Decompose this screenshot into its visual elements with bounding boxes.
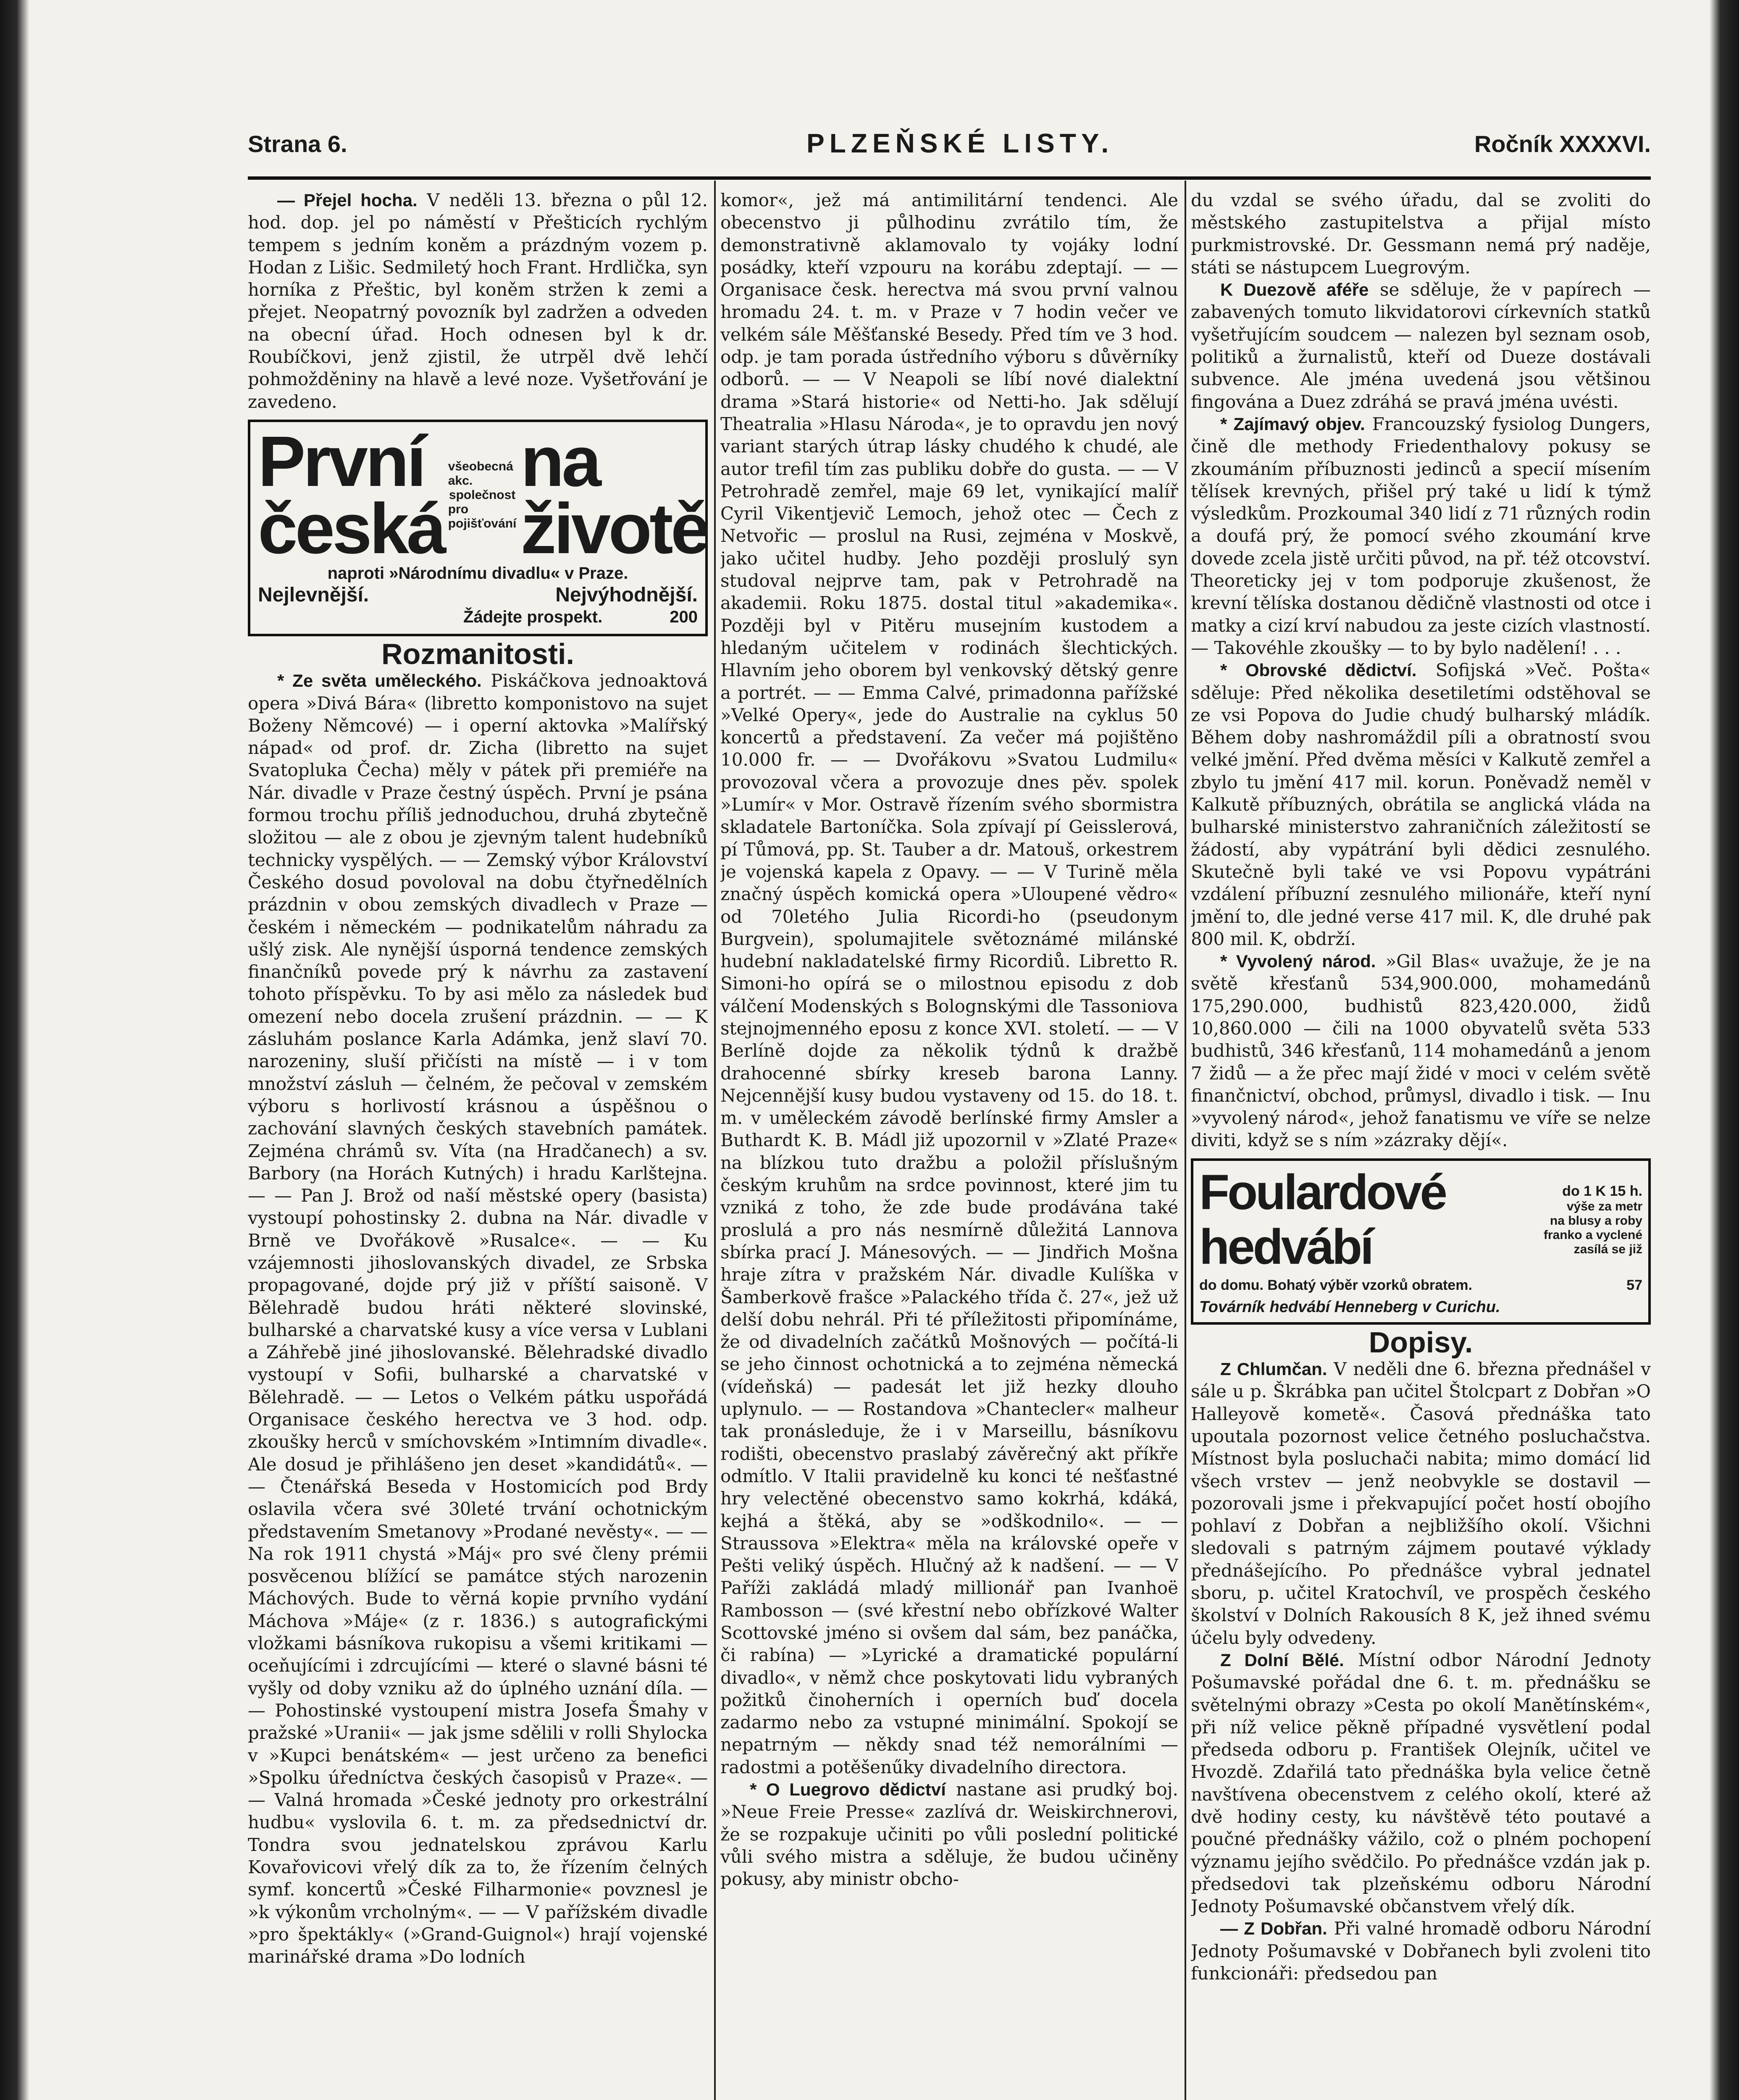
ad-manufacturer: Továrník hedvábí Henneberg v Curichu. — [1199, 1298, 1500, 1316]
article — [1191, 413, 1651, 659]
ad-small-line: výše za metr — [1566, 1199, 1642, 1213]
news-item — [248, 189, 708, 413]
letter-body: V neděli dne 6. března přednášel v sále u p. Škrábka pan učitel Štolcpart z Dobřan »O Halleyově kometě«. Časová přednáška tato upoutala pozornost velice četného posluchačstva. Místnost byla posluchači nabita; mimo domácí lid všech vrstev — jenž neobvykle se dostavil — pozorovali jsme i překvapující počet hostí obojího pohlaví z Dobřan a nejbližšího okolí. Všichni sledovali s patrným zájmem poutavé výklady přednášejícího. Po přednášce vybral jednatel sboru, p. učitel Kratochvíl, ve prospěch českého školství v Dolních Rakousích 8 K, jež ihned svému účelu byly odvedeny. — [1191, 1359, 1651, 1648]
ad-small-line: na blusy a roby — [1550, 1213, 1642, 1228]
article-headline: * O Luegrovo dědictví — [750, 1780, 946, 1800]
letter-body: Při valné hromadě odboru Národní Jednoty Pošumavské v Dobřanech byli zvoleni tito funkcionáři: předsedou pan — [1191, 1918, 1651, 1984]
letter-place: — Z Dobřan. — [1220, 1919, 1327, 1939]
article-headline: * Ze světa uměleckého. — [277, 671, 482, 691]
article-body: Piskáčkova jednoaktová opera »Divá Bára« (libretto komponistovo na sujet Boženy Němcové) — i operní aktovka »Malířský nápad« od prof. dr. Zicha (libretto na sujet Svatopluka Čecha) měly v pátek při premiéře na Nár. divadle v Praze čestný úspěch. První je psána formou trochu příliš jednoduchou, druhá zbytečně složitou — ale z obou je zjevným talent hudebníků technicky vyspělých. — — Zemský výbor Království Českého dosud povoloval na dobu čtyřnedělních prázdnin v obou zemských divadlech v Praze — českém i německém — podnikatelům náhradu za ušlý zisk. Ale nynější úsporná tendence zemských finančníků povede prý k návrhu za zastavení tohoto příspěvku. To by asi mělo za následek buď omezení nebo docela zrušení prázdnin. — — K zásluhám poslance Karla Adámka, jenž slaví 70. narozeniny, sluší přičísti na místě — i v tom množství zásluh — čelném, že pečoval v zemském výboru s horlivostí krásnou a úspěšnou o zachování slavných českých stavebních památek. Zejména chrámů sv. Víta (na Hradčanech) a sv. Barbory (na Horách Kutných) i hradu Karlštejna. — — Pan J. Brož od naší městské opery (basista) vystoupí pohostinsky 2. dubna na Nár. divadle v Brně ve Dvořákově »Rusalce«. — — Ku vzájemnosti jihoslovanských divadel, ze Srbska propagované, dojde prý již v příští saisoně. V Bělehradě budou hráti některé slovinské, bulharské a charvatské kusy a více versa v Lublani a Záhřebě jiné jihoslovanské. Bělehradské divadlo vystoupí v Sofii, bulharské a charvatské v Bělehradě. — — Letos o Velkém pátku uspořádá Organisace českého herectva ve 3 hod. odp. zkoušky herců v smíchovském »Intimním divadle«. Ale dosud je přihlášeno jen deset »kandidátů«. — — Čtenářská Beseda v Hostomicích pod Brdy oslavila včera své 30leté trvání ochotnickým představením Smetanovy »Prodané nevěsty«. — — Na rok 1911 chystá »Máj« pro své členy prémii posvěcenou blížící se památce stých narozenin Máchových. Bude to věrná kopie prvního vydání Máchova »Máje« (z r. 1836.) s autografickými vložkami básníkova rukopisu a všemi kritikami — oceňujícími i zdrcujícími — které o slavné básni té vyšly od doby vzniku až do úplného uznání díla. — — Pohostinské vystoupení mistra Josefa Šmahy v pražské »Uranii« — jak jsme sdělili v rolli Shylocka v »Kupci benátském« — jest určeno za benefici »Spolku úředníctva českých časopisů v Praze«. — — Valná hromada »České jednoty pro orkestrální hudbu« vyslovila 6. t. m. za předsednictví dr. Tondra svou jednatelskou zprávou Karlu Kovařovicovi vřelý dík za to, že řízením čelných symf. koncertů »České Filharmonie« povznesl je »k výkonům vrcholným«. — — V pařížském divadle »pro špektákly« (»Grand-Guignol«) hrají vojenské marinářské drama »Do lodních — [248, 670, 708, 1967]
ad-line: do domu. Bohatý výběr vzorků obratem. — [1199, 1277, 1472, 1293]
ad-address: naproti »Národnímu divadlu« v Praze. — [327, 564, 628, 583]
article-body: Francouzský fysiolog Dungers, čině dle methody Friedenthalovy pokusy se zkoumáním příbuznosti jedinců a specií mísením tělísek krevných, přišel prý také u lidí k týmž výsledkům. Prozkoumal 340 lidí z 71 různých rodin a doufá prý, že pomocí svého zkoumání krve dovede zcela jistě určiti původ, na př. též otcovství. Theoreticky jej v tom podporuje zkušenost, že krevní tělíska dostanou dědičně vlastnosti od otce i matky a cizí krví nabudou za jeste cizích vlastností. — Takovéhle zkoušky — to by bylo nadělení! . . . — [1191, 413, 1651, 658]
article-body: se sděluje, že v papírech — zabavených tomuto likvidatorovi církevních statků vyšetřujícím soudcem — nalezen byl seznam osob, politiků a žurnalistů, kteří od Dueze dostávali subvence. Ale jména uvedená jsou většinou fingována a Duez zdráhá se pravá jména uvésti. — [1191, 279, 1651, 412]
scan-edge-left — [0, 0, 29, 2100]
article — [1191, 278, 1651, 413]
page-number: Strana 6. — [248, 131, 347, 157]
column-rule-1 — [714, 181, 716, 2100]
column-rule-2 — [1185, 181, 1186, 2100]
column-3 — [1191, 189, 1651, 2100]
newspaper-title: PLZEŇSKÉ LISTY. — [806, 128, 1114, 158]
article-headline: * Zajímavý objev. — [1220, 414, 1365, 434]
letter-place: Z Dolní Bělé. — [1220, 1650, 1344, 1670]
article-headline: K Duezově aféře — [1220, 280, 1369, 300]
article-body: Sofijská »Več. Pošta« sděluje: Před několika desetiletími odstěhoval se ze vsi Popova do Judie chudý bulharský mládík. Během doby nashromáždil píli a obratností svou velké jmění. Před dvěma měsíci v Kalkutě zemřel a zbylo tu jmění 417 mil. korun. Poněvadž neměl v Kalkutě příbuzných, obrátila se anglická vláda na bulharské ministerstvo zahraničních záležitostí se žádostí, aby vypátrání byli dědici zesnulého. Skutečně byli také ve vsi Popovu vypátráni vzdálení příbuzní zesnulého milionáře, kteří nyní jmění to, dle jedné verse 417 mil. K, dle druhé pak 800 mil. K, obdrží. — [1191, 660, 1651, 949]
article — [248, 669, 708, 1968]
ad-small-line: všeobecná akc. — [448, 459, 513, 488]
letter-body: Místní odbor Národní Jednoty Pošumavské pořádal dne 6. t. m. přednášku se světelnými obrazy »Cesta po okolí Manětínském«, při níž velice pěkně případné vysvětlení podal předseda odboru p. František Olejník, učitel ve Hvozdě. Zdařilá tato přednáška byla velice četně navštívena obecenstvem z celého okolí, které až dvě hodiny cesty, ku návštěvě této poutavé a poučné přednášky vážilo, což o plném pochopení významu jejího svědčilo. Po přednášce vzdán jak p. předsedovi tak plzeňskému odboru Národní Jednoty Pošumavské občanstvem vřelý dík. — [1191, 1649, 1651, 1917]
article-body: nastane asi prudký boj. »Neue Freie Presse« zazlívá dr. Weiskirchnerovi, že se rozpakuje učiniti po vůli poslední politické vůli svého mistra a sděluje, že budou učiněny pokusy, aby ministr obcho- — [720, 1779, 1178, 1890]
article-continuation: du vzdal se svého úřadu, dal se zvoliti do městského zastupitelstva a přijal místo purkmistrovské. Dr. Gessmann nemá prý naděje, státi se nástupcem Luegrovým. — [1191, 190, 1651, 278]
article-body: »Gil Blas« uvažuje, že je na světě křesťanů 534,900.000, mohamedánů 175,290.000, budhistů 823,420.000, židů 10,860.000 — čili na 1000 obyvatelů světa 533 budhistů, 346 křesťanů, 114 mohamedánů a jenom 7 židů — a že přec mají židé v moci v celém světě finančnictví, obchod, průmysl, divadlo i tisk. — Inu »vyvolený národ«, jehož fanatismu ve víře se nelze diviti, když se s ním »zázraky dějí«. — [1191, 951, 1651, 1151]
article — [1191, 659, 1651, 950]
volume-label: Ročník XXXXVI. — [1474, 131, 1651, 157]
article-headline: * Vyvolený národ. — [1220, 951, 1376, 971]
ad-slogan-right: Nejvýhodnější. — [555, 583, 698, 606]
ad-small-line: franko a vyclené zasílá se již — [1543, 1228, 1642, 1256]
ad-prospect: Žádejte prospekt. — [463, 607, 603, 626]
ad-company-name-2: na životě — [520, 421, 708, 569]
news-headline: — Přejel hocha. — [277, 190, 418, 210]
ad-small-line: společnost — [449, 488, 516, 502]
article-headline: * Obrovské dědictví. — [1220, 660, 1417, 680]
column-1 — [248, 189, 708, 2100]
ad-slogan-left: Nejlevnější. — [258, 583, 369, 606]
letter — [1191, 1649, 1651, 1918]
news-body: V neděli 13. března o půl 12. hod. dop. jel po náměstí v Přešticích rychlým tempem s jedním koněm a prázdným vozem p. Hodan z Lišic. Sedmiletý hoch Frant. Hrdlička, syn horníka z Přeštic, byl koněm stržen k zemi a přejet. Neopatrný povozník byl zadržen a odveden na obecní úřad. Hoch odnesen byl k dr. Roubíčkovi, jenž zjistil, že utrpěl dvě lehčí pohmožděniny na hlavě a levé noze. Vyšetřování je zavedeno. — [248, 190, 708, 412]
ad-number: 57 — [1626, 1277, 1642, 1293]
section-title: Dopisy. — [1369, 1326, 1473, 1359]
header-rule — [248, 176, 1651, 180]
column-2 — [720, 189, 1178, 2100]
ad-price: do 1 K 15 h. — [1562, 1183, 1642, 1199]
article-continuation: komor«, jež má antimilitární tendenci. Ale obecenstvo ji půlhodinu zvrátilo tím, že demonstrativně aklamovalo ty vojáky lodní posádky, kteří vzpouru na korábu zdeptají. — — Organisace česk. herectva má svou první valnou hromadu 24. t. m. v Praze v 7 hodin večer ve velkém sále Měšťanské Besedy. Před tím ve 3 hod. odp. je tam porada ústředního výboru s důvěrníky odborů. — — V Neapoli se líbí nové dialektní drama »Stará historie« od Netti-ho. Jak sdělují Theatralia »Hlasu Národa«, je to opravdu jen nový variant starých útrap lásky chudého k chudé, ale autor trefil tím zas publiku dobře do gusta. — — V Petrohradě zemřel, maje 69 let, vynikající malíř Cyril Vikentjevič Lemoch, jehož otec — Čech z Netvořic — proslul na Rusi, zejména v Moskvě, jako učitel hudby. Jeho později proslulý syn studoval nejprve tam, pak v Petrohradě na akademii. Roku 1875. dostal titul »akademika«. Později byl v Pitěru musejním kustodem a hledaným učitelem v rodinách šlechtických. Hlavním jeho oborem byl venkovský dětský genre a portrét. — — Emma Calvé, primadonna pařížské »Velké Opery«, jede do Australie na cyklus 50 koncertů a představení. Za večer má pojištěno 10.000 fr. — — Dvořákovu »Svatou Ludmilu« provozoval včera a provozuje dnes pěv. spolek »Lumír« v Mor. Ostravě řízením svého sbormistra skladatele Bartoníčka. Sola zpívají pí Geisslerová, pí Tůmová, pp. St. Tauber a dr. Matouš, orkestrem je vojenská kapela z Opavy. — — V Turině měla značný úspěch komická opera »Uloupené vědro« od 70letého Julia Ricordi-ho (pseudonym Burgvein), spolumajitele světoznámé milánské hudební nakladatelské firmy Ricordiů. Libretto R. Simoni-ho opírá se o milostnou episodu z dob válčení Modenských s Bolognskými dle Tassoniova stejnojmenného eposu z konce XVI. století. — — V Berlíně dojde za několik týdnů k dražbě drahocenné sbírky kreseb barona Lanny. Nejcennější kusy budou vystaveny od 15. do 18. t. m. v uměleckém závodě berlínské firmy Amsler a Buthardt K. B. Mádl již upozornil v »Zlaté Praze« na blízkou tuto dražbu a položil příslušným českým kruhům na srdce povinnost, které jim tu vzniká z toho, že zde bude prodávána také proslulá a pro nás nesmírně důležitá Lannova sbírka prací J. Mánesových. — — Jindřich Mošna hraje zítra v pražském Nár. divadle Kulíška v Šamberkově frašce »Palackého třída č. 27«, jež už delší dobu nehrál. Při té příležitosti připomínáme, že od divadelních začátků Mošnových — počítá-li se jeho činnost ochotnická a to zejména německá (vídeňská) — padesát let již hezky dlouho uplynulo. — — Rostandova »Chantecler« malheur tak pronásleduje, že i v Marseillu, básníkovu rodišti, obecenstvo praslabý závěrečný akt příkře odmítlo. V Italii pravidelně ku konci té nešťastné hry velectěné obecenstvo samo kokrhá, kdáká, kejhá a štěká, aby se »odškodnilo«. — — Straussova »Elektra« měla na královské opeře v Pešti veliký úspěch. Hlučný až k nadšení. — — V Paříži zakládá mladý millionář pan Ivanhoë Rambosson — (své křestní nebo obřízkové Walter Scottovské jméno si ovšem dal sám, bez panáčka, či rabína) — »Lyrické a dramatické populární divadlo«, v němž chce poskytovati lidu vybraných požitků činoherních i operních buď docela zadarmo nebo za vstupné minimální. Spokojí se nepatrným — někdy snad též nemorálními — radostmi a potěšenűky divadelního directora. — [720, 190, 1178, 1777]
letter-place: Z Chlumčan. — [1220, 1359, 1327, 1379]
ad-number: 200 — [670, 607, 698, 626]
ad-company-name: První česká — [258, 421, 444, 569]
silk-advertisement — [1191, 1158, 1651, 1325]
section-title: Rozmanitosti. — [381, 637, 574, 670]
ad-small-line: pro pojišťování — [448, 502, 517, 530]
page-header — [248, 122, 1651, 172]
article — [720, 1778, 1178, 1890]
article — [1191, 950, 1651, 1152]
ad-product-name: Foulardové hedvábí — [1199, 1164, 1445, 1275]
insurance-advertisement — [248, 420, 708, 636]
scan-edge-right — [1710, 0, 1739, 2100]
letter — [1191, 1358, 1651, 1649]
letter — [1191, 1917, 1651, 1984]
